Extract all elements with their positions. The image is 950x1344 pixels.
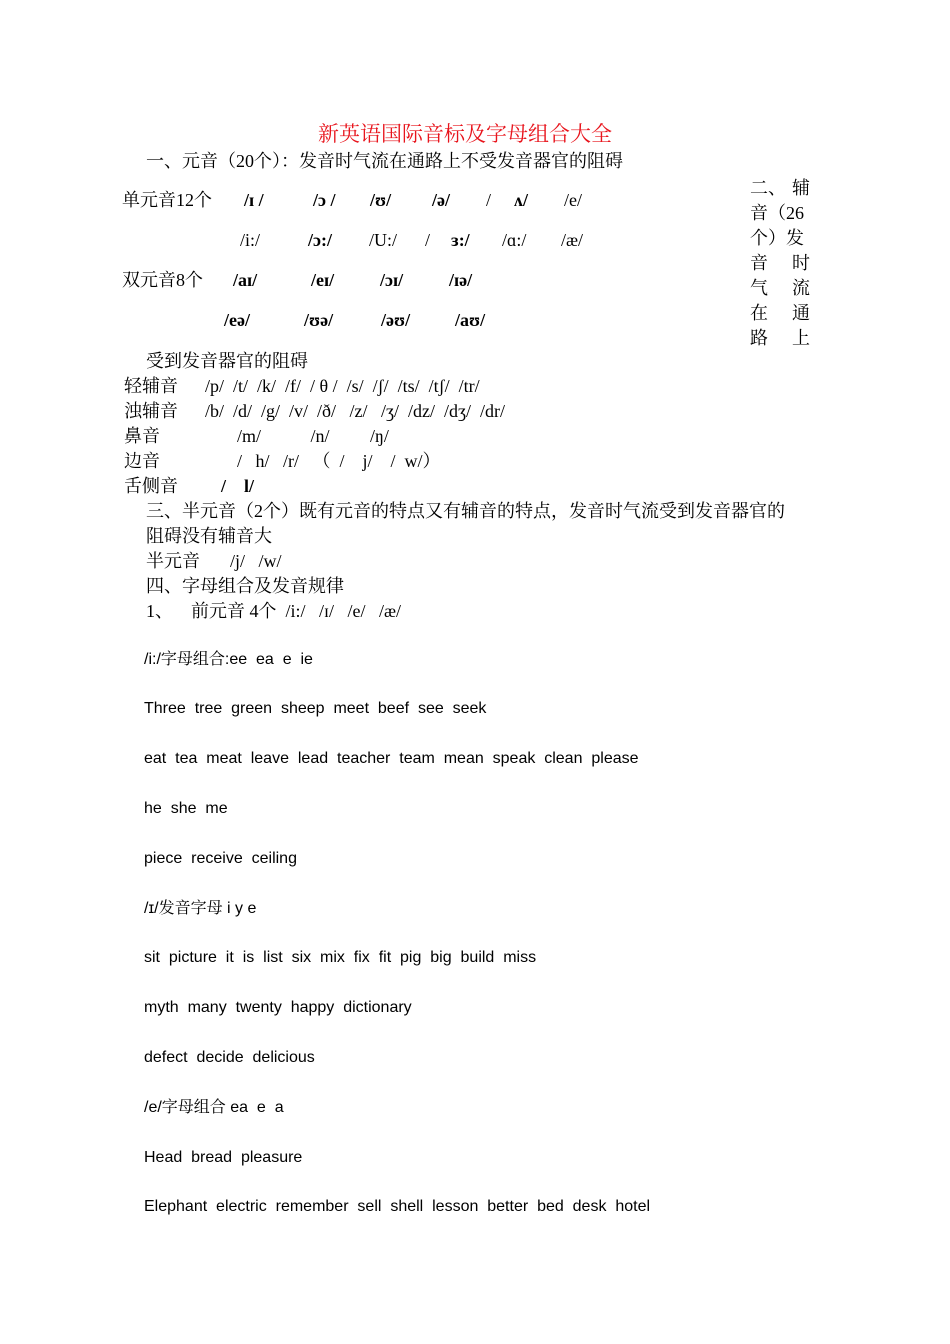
consonant-row-label: 轻辅音 xyxy=(124,376,178,396)
semivowel-label: 半元音 xyxy=(146,551,200,571)
side-line: 音（26 xyxy=(750,203,804,223)
word-line: /ɪ/发音字母 i y e xyxy=(144,900,257,917)
word-line: Head bread pleasure xyxy=(144,1149,303,1166)
word-line: piece receive ceiling xyxy=(144,850,297,867)
side-line: 音 时 xyxy=(750,253,810,273)
monophthong-symbol: /ɔ / xyxy=(313,190,336,210)
word-line: sit picture it is list six mix fix fit pig big build miss xyxy=(144,949,537,966)
consonant-row-sounds: /p/ /t/ /k/ /f/ / θ / /s/ /ʃ/ /ts/ /tʃ/ /tr/ xyxy=(205,376,480,396)
diphthong-symbol: /ʊə/ xyxy=(304,310,334,330)
semivowel-heading-line1: 三、半元音（2个）既有元音的特点又有辅音的特点，发音时气流受到发音器官的 xyxy=(146,501,785,521)
monophthong-symbol: /ɔ:/ xyxy=(308,230,332,250)
diphthong-symbol: /aʊ/ xyxy=(455,310,486,330)
word-line: /e/字母组合 ea e a xyxy=(144,1099,284,1116)
diphthong-symbol: /ɪə/ xyxy=(449,270,473,290)
consonant-row-sounds: / l/ xyxy=(221,476,255,496)
word-line: myth many twenty happy dictionary xyxy=(144,999,412,1016)
monophthong-symbol: /i:/ xyxy=(240,230,261,250)
diphthong-symbol: /aɪ/ xyxy=(233,270,258,290)
diphthong-symbol: /eɪ/ xyxy=(311,270,335,290)
letter-combination-heading: 四、字母组合及发音规律 xyxy=(146,576,344,596)
semivowel-heading-line2: 阻碍没有辅音大 xyxy=(146,526,272,546)
consonant-row-label: 浊辅音 xyxy=(124,401,178,421)
semivowel-sounds: /j/ /w/ xyxy=(230,551,282,571)
consonant-row-label: 边音 xyxy=(124,451,160,471)
consonant-row-label: 舌侧音 xyxy=(124,476,178,496)
consonants-heading-continuation: 受到发音器官的阻碍 xyxy=(146,351,308,371)
monophthong-symbol: / xyxy=(425,230,431,250)
side-line: 个）发 xyxy=(750,228,804,248)
word-line: Three tree green sheep meet beef see seek xyxy=(144,700,487,717)
monophthong-symbol: / xyxy=(486,190,492,210)
diphthong-symbol: /əʊ/ xyxy=(381,310,411,330)
consonants-heading-textbox xyxy=(750,176,810,351)
monophthong-label: 单元音12个 xyxy=(122,190,212,210)
consonant-row-sounds: /b/ /d/ /g/ /v/ /ð/ /z/ /ʒ/ /dz/ /dʒ/ /dr/ xyxy=(205,401,505,421)
page-title: 新英语国际音标及字母组合大全 xyxy=(318,122,612,146)
monophthong-symbol: /ə/ xyxy=(432,190,450,210)
monophthong-symbol: ɜ:/ xyxy=(451,230,470,250)
diphthong-label: 双元音8个 xyxy=(122,270,203,290)
consonant-row-sounds: / h/ /r/ （ / j/ / w/） xyxy=(237,451,441,471)
word-line: defect decide delicious xyxy=(144,1049,315,1066)
side-line: 路 上 xyxy=(750,328,810,348)
monophthong-symbol: /U:/ xyxy=(369,230,398,250)
front-vowels-item: 1、 前元音 4个 /i:/ /ɪ/ /e/ /æ/ xyxy=(146,601,402,621)
consonant-row-sounds: /m/ /n/ /ŋ/ xyxy=(237,426,389,446)
side-line: 气 流 xyxy=(750,278,810,298)
monophthong-symbol: /ʊ/ xyxy=(370,190,392,210)
word-line: Elephant electric remember sell shell lesson better bed desk hotel xyxy=(144,1198,651,1215)
diphthong-symbol: /eə/ xyxy=(224,310,250,330)
monophthong-symbol: /æ/ xyxy=(561,230,584,250)
section-vowels-heading: 一、元音（20个）：发音时气流在通路上不受发音器官的阻碍 xyxy=(146,151,623,171)
side-line: 二、 辅 xyxy=(750,178,810,198)
diphthong-symbol: /ɔɪ/ xyxy=(380,270,404,290)
monophthong-symbol: /e/ xyxy=(564,190,582,210)
side-line: 在 通 xyxy=(750,303,810,323)
consonant-row-label: 鼻音 xyxy=(124,426,160,446)
monophthong-symbol: /ɪ / xyxy=(244,190,264,210)
monophthong-symbol: ʌ/ xyxy=(514,190,529,210)
monophthong-symbol: /ɑ:/ xyxy=(502,230,527,250)
word-line: he she me xyxy=(144,800,228,817)
word-line: eat tea meat leave lead teacher team mean speak clean please xyxy=(144,750,639,767)
word-line: /i:/字母组合:ee ea e ie xyxy=(144,651,313,668)
